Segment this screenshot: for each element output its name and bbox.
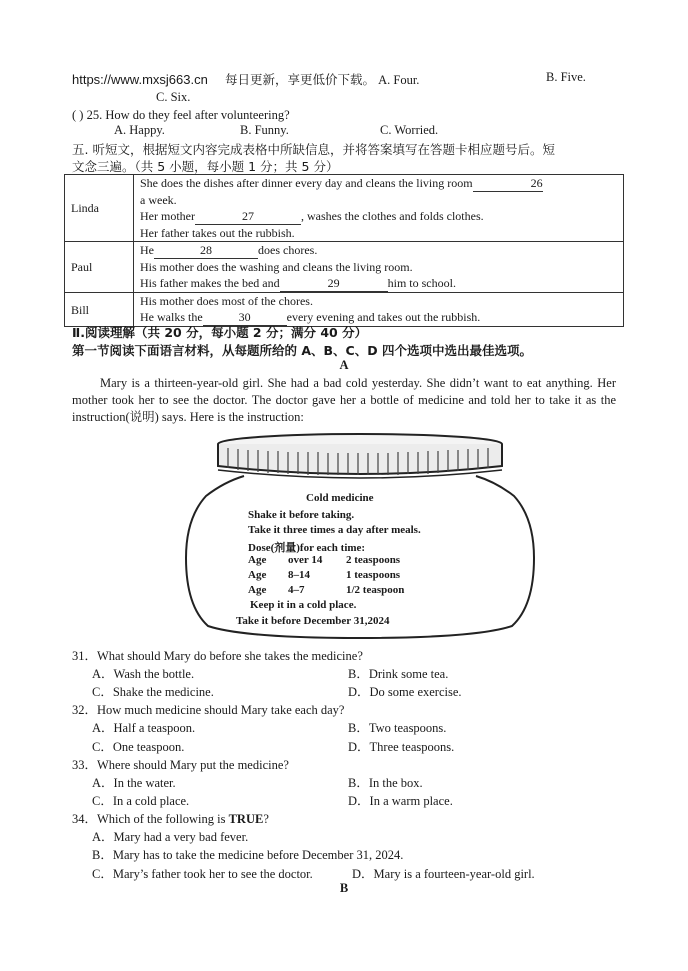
linda-line1: She does the dishes after dinner every day and cleans the living room <box>140 176 473 190</box>
row-paul <box>134 242 624 293</box>
reading-title: Ⅱ.阅读理解（共 20 分，每小题 2 分；满分 40 分） <box>72 325 368 340</box>
row-linda <box>134 175 624 242</box>
linda-line2b: , washes the clothes and folds clothes. <box>300 209 484 223</box>
part-a-heading: A <box>339 358 349 372</box>
bill-line1: His mother does most of the chores. <box>140 294 313 308</box>
q33-option-c[interactable]: C．In a cold place. <box>92 794 190 808</box>
row-name-bill: Bill <box>65 293 134 327</box>
q31-option-a[interactable]: A．Wash the bottle. <box>92 667 195 681</box>
label-line5: Take it before December 31,2024 <box>236 615 390 627</box>
info-table <box>64 174 624 327</box>
label-line4: Keep it in a cold place. <box>250 599 357 611</box>
q32-stem: 32．How much medicine should Mary take each day? <box>72 703 345 717</box>
q31-option-b[interactable]: B．Drink some tea. <box>348 667 449 681</box>
label-line1: Shake it before taking. <box>248 509 355 521</box>
blank-28: 28 <box>154 242 258 259</box>
header-url[interactable]: https://www.mxsj663.cn <box>72 72 208 87</box>
q34-option-a[interactable]: A．Mary had a very bad fever. <box>92 830 249 844</box>
paul-line3: His father makes the bed and <box>140 276 280 290</box>
paul-line1b: does chores. <box>258 243 318 257</box>
dose-row: Age 4–7 1/2 teaspoon <box>248 584 405 596</box>
q33-option-d[interactable]: D．In a warm place. <box>348 794 453 808</box>
linda-line1b: a week. <box>140 193 177 207</box>
q34-option-c[interactable]: C．Mary’s father took her to see the doctor. <box>92 867 313 881</box>
bill-line2b: every evening and takes out the rubbish. <box>286 310 481 324</box>
q25-option-c: C. Worried. <box>380 123 439 137</box>
passage-a: Mary is a thirteen-year-old girl. She had a bad cold yesterday. She didn’t want to eat anything. Her mother took her to see the doctor. The doctor gave her a bottle of medicine and told her to take it as the instruction(说明) says. Here is the instruction: <box>72 376 616 424</box>
q33-option-b[interactable]: B．In the box. <box>348 776 423 790</box>
linda-line2: Her mother <box>140 209 195 223</box>
blank-27: 27 <box>195 208 301 225</box>
q34-option-d[interactable]: D．Mary is a fourteen-year-old girl. <box>352 867 535 881</box>
header-line <box>72 70 419 88</box>
q24-option-c: C. Six. <box>156 90 191 104</box>
medicine-jar-image <box>184 430 536 640</box>
q31-stem: 31．What should Mary do before she takes the medicine? <box>72 649 363 663</box>
blank-29: 29 <box>280 275 388 292</box>
paul-line3b: him to school. <box>387 276 456 290</box>
row-name-linda: Linda <box>65 175 134 242</box>
q32-option-a[interactable]: A．Half a teaspoon. <box>92 721 196 735</box>
linda-line3: Her father takes out the rubbish. <box>140 226 295 240</box>
q31-option-c[interactable]: C．Shake the medicine. <box>92 685 214 699</box>
label-line3: Dose(剂量)for each time: <box>248 542 366 554</box>
dose-row: Age over 14 2 teaspoons <box>248 554 401 566</box>
q33-option-a[interactable]: A．In the water. <box>92 776 176 790</box>
q34-option-b[interactable]: B．Mary has to take the medicine before December 31, 2024. <box>92 848 404 862</box>
q33-stem: 33．Where should Mary put the medicine? <box>72 758 289 772</box>
q32-option-b[interactable]: B．Two teaspoons. <box>348 721 447 735</box>
paul-line2: His mother does the washing and cleans the living room. <box>140 260 413 274</box>
header-slogan: 每日更新，享更低价下载。 <box>224 72 375 87</box>
reading-instruction: 第一节阅读下面语言材料，从每题所给的 A、B、C、D 四个选项中选出最佳选项。 <box>72 343 532 358</box>
q25-option-b: B. Funny. <box>240 123 289 137</box>
row-bill <box>134 293 624 327</box>
q31-option-d[interactable]: D．Do some exercise. <box>348 685 462 699</box>
q25-stem: ( ) 25. How do they feel after volunteering? <box>72 108 290 122</box>
q32-option-d[interactable]: D．Three teaspoons. <box>348 740 455 754</box>
q34-stem: 34．Which of the following is TRUE? <box>72 812 269 826</box>
blank-26: 26 <box>473 175 543 192</box>
part-b-heading: B <box>339 881 349 895</box>
paul-line1: He <box>140 243 154 257</box>
row-name-paul: Paul <box>65 242 134 293</box>
q24-option-b: B. Five. <box>546 70 586 84</box>
dose-row: Age 8–14 1 teaspoons <box>248 569 401 581</box>
label-title: Cold medicine <box>306 492 374 504</box>
q24-option-a: A. Four. <box>378 73 420 87</box>
blank-30: 30 <box>203 309 287 326</box>
q25-option-a: A. Happy. <box>114 123 165 137</box>
q32-option-c[interactable]: C．One teaspoon. <box>92 740 185 754</box>
label-line2: Take it three times a day after meals. <box>248 524 421 536</box>
section5-line2: 文念三遍。（共 5 小题，每小题 1 分；共 5 分） <box>72 159 339 174</box>
section5-line1: 五. 听短文，根据短文内容完成表格中所缺信息，并将答案填写在答题卡相应题号后。短 <box>72 142 555 157</box>
bill-line2: He walks the <box>140 310 203 324</box>
